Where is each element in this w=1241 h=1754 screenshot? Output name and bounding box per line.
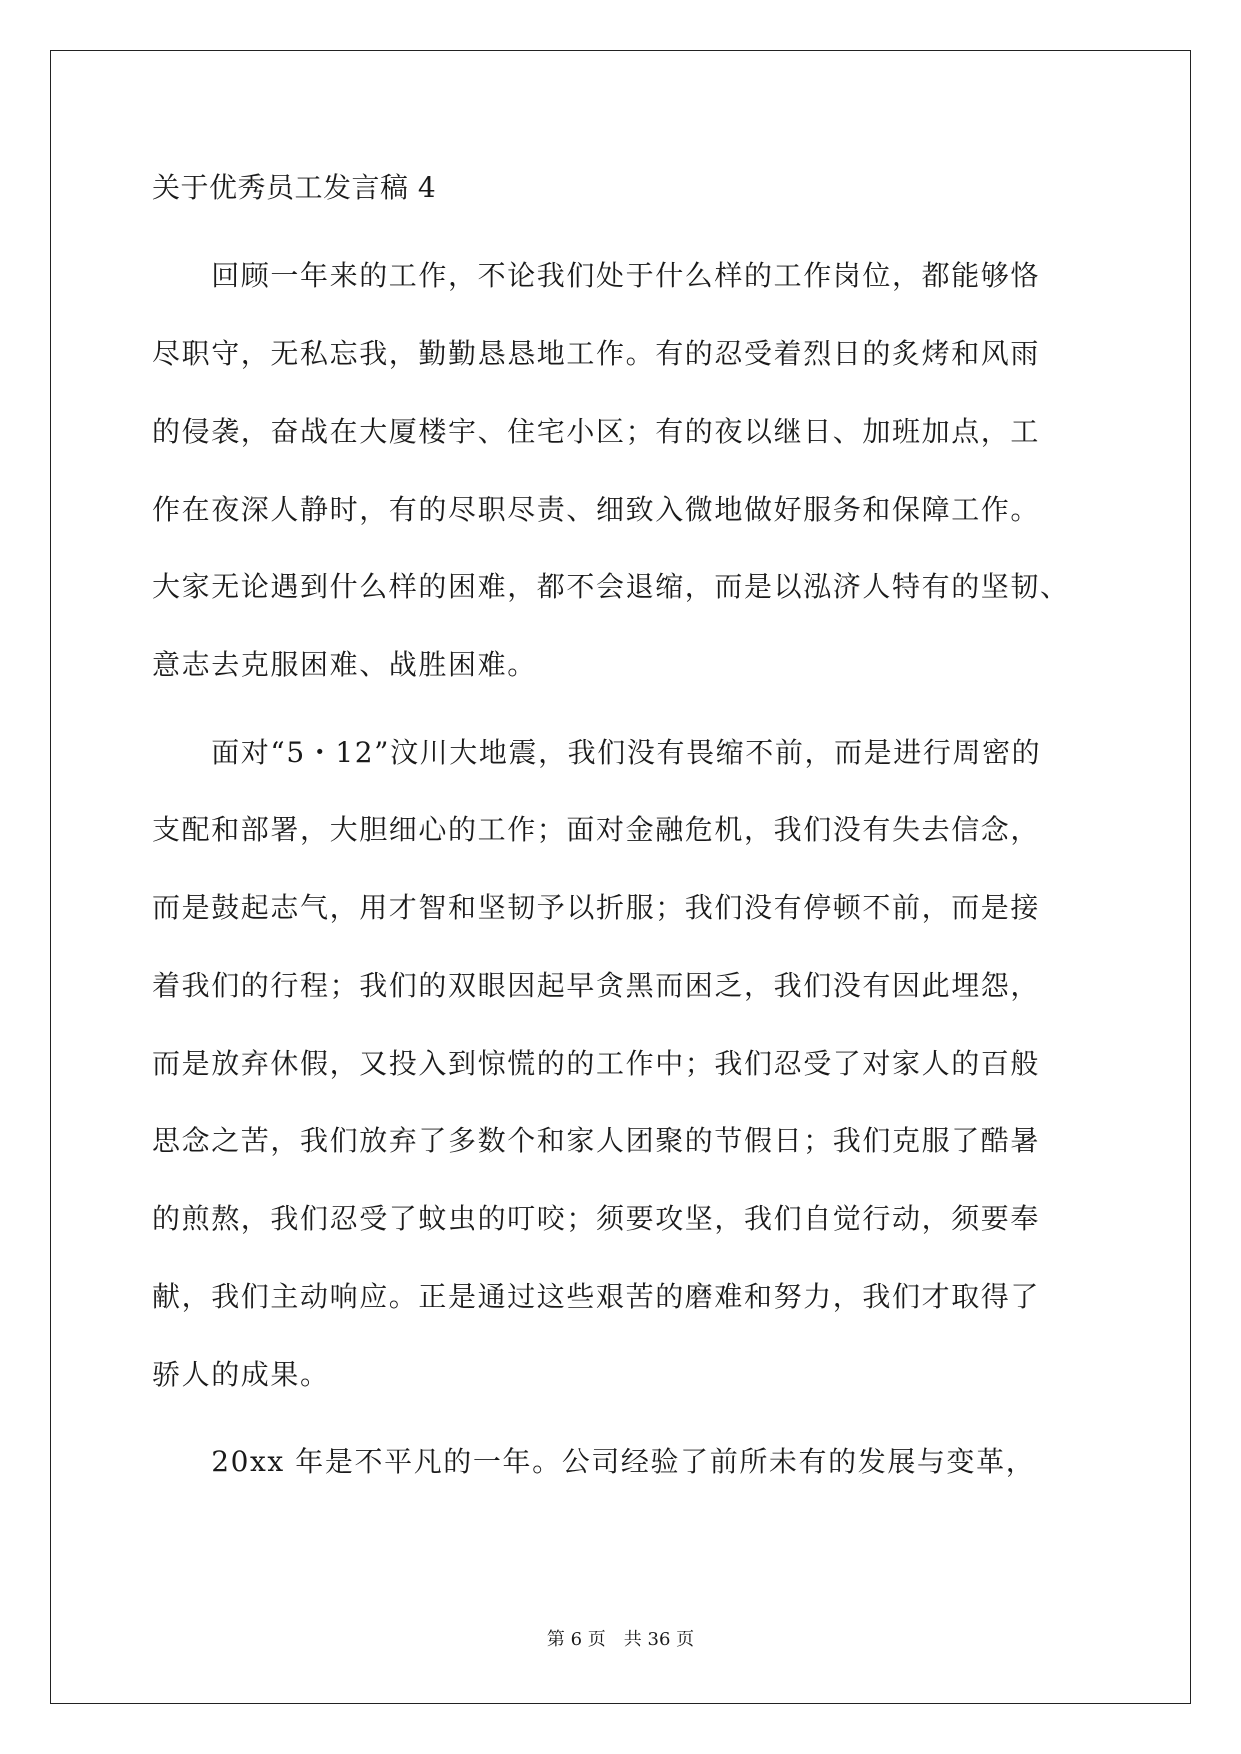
body-line-6: 意志去克服困难、战胜困难。: [152, 648, 537, 681]
page-number: 第 6 页 共 36 页: [546, 1629, 695, 1650]
body-line-5: 大家无论遇到什么样的困难，都不会退缩，而是以泓济人特有的坚韧、: [152, 570, 1070, 603]
page-footer: [0, 1628, 1241, 1652]
body-line-12: 思念之苦，我们放弃了多数个和家人团聚的节假日；我们克服了酷暑: [152, 1124, 1041, 1157]
body-line-10: 着我们的行程；我们的双眼因起早贪黑而困乏，我们没有因此埋怨，: [152, 969, 1041, 1002]
document-title: 关于优秀员工发言稿 4: [152, 171, 437, 204]
body-line-8: 支配和部署，大胆细心的工作；面对金融危机，我们没有失去信念，: [152, 813, 1041, 846]
body-line-9: 而是鼓起志气，用才智和坚韧予以折服；我们没有停顿不前，而是接: [152, 891, 1041, 924]
body-line-15: 骄人的成果。: [152, 1358, 330, 1391]
body-line-3: 的侵袭，奋战在大厦楼宇、住宅小区；有的夜以继日、加班加点，工: [152, 415, 1041, 448]
body-line-14: 献，我们主动响应。正是通过这些艰苦的磨难和努力，我们才取得了: [152, 1280, 1041, 1313]
body-line-11: 而是放弃休假，又投入到惊慌的的工作中；我们忍受了对家人的百般: [152, 1047, 1041, 1080]
body-line-16: 20xx 年是不平凡的一年。公司经验了前所未有的发展与变革，: [152, 1445, 1036, 1478]
body-line-2: 尽职守，无私忘我，勤勤恳恳地工作。有的忍受着烈日的炙烤和风雨: [152, 337, 1041, 370]
body-line-13: 的煎熬，我们忍受了蚊虫的叮咬；须要攻坚，我们自觉行动，须要奉: [152, 1202, 1041, 1235]
body-line-1: 回顾一年来的工作，不论我们处于什么样的工作岗位，都能够恪: [152, 259, 1041, 292]
body-line-7: 面对“5・12”汶川大地震，我们没有畏缩不前，而是进行周密的: [152, 736, 1042, 769]
body-line-4: 作在夜深人静时，有的尽职尽责、细致入微地做好服务和保障工作。: [152, 493, 1041, 526]
